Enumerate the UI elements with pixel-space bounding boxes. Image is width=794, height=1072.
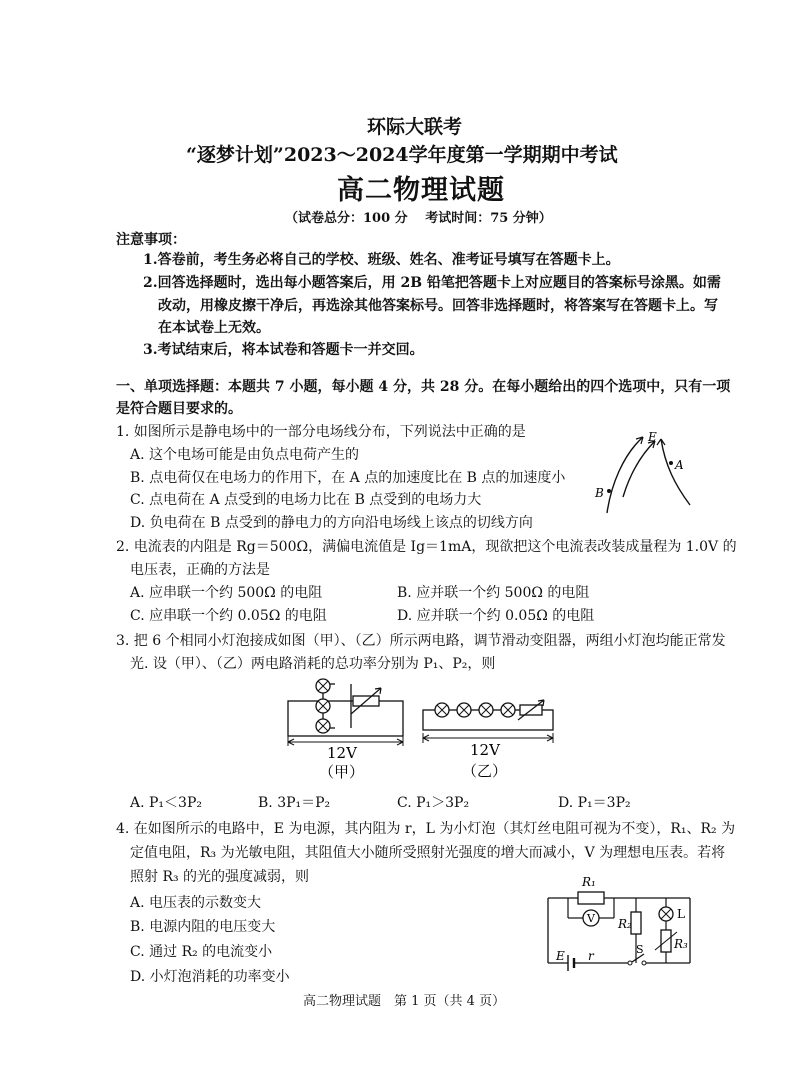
notice-item: 1.答卷前，考生务必将自己的学校、班级、姓名、准考证号填写在答题卡上。 [143, 252, 620, 268]
option-c: C. P₁＞3P₂ [397, 795, 470, 811]
circuit-q4-figure [540, 868, 700, 973]
question-stem-cont: 光. 设（甲）、（乙）两电路消耗的总功率分别为 P₁、P₂，则 [130, 656, 496, 672]
page-title: 高二物理试题 [337, 175, 505, 206]
option-d: D. P₁＝3P₂ [558, 795, 631, 811]
option-b: B. 应并联一个约 500Ω 的电阻 [397, 585, 590, 601]
option-a: A. 应串联一个约 500Ω 的电阻 [130, 585, 323, 601]
option-d: D. 应并联一个约 0.05Ω 的电阻 [397, 608, 595, 624]
r2-label: R₂ [618, 917, 632, 931]
lamp-label: L [677, 907, 685, 921]
r3-label: R₃ [674, 937, 688, 951]
circuit-yi-figure [418, 700, 558, 786]
electric-field-lines-figure [585, 425, 695, 515]
label-b: B [595, 486, 604, 500]
option-c: C. 通过 R₂ 的电流变小 [130, 944, 273, 960]
option-a: A. 这个电场可能是由负点电荷产生的 [130, 447, 360, 463]
label-a: A [675, 458, 684, 472]
notice-item: 2.回答选择题时，选出每小题答案后，用 2B 铅笔把答题卡上对应题目的答案标号涂黑。如需 [143, 275, 721, 291]
option-b: B. 3P₁＝P₂ [258, 795, 331, 811]
section-heading-cont: 是符合题目要求的。 [116, 401, 242, 417]
notice-item: 3.考试结束后，将本试卷和答题卡一并交回。 [143, 342, 424, 358]
option-a: A. P₁＜3P₂ [130, 795, 202, 811]
exam-union-title: 环际大联考 [367, 116, 463, 138]
question-stem-cont: 电压表，正确的方法是 [130, 562, 270, 578]
r1-label: R₁ [582, 875, 596, 889]
option-c: C. 点电荷在 A 点受到的电场力比在 B 点受到的电场力大 [130, 492, 482, 508]
question-stem: 3. 把 6 个相同小灯泡接成如图（甲）、（乙）所示两电路，调节滑动变阻器，两组小灯泡均能正常发 [116, 633, 726, 649]
question-stem-cont: 定值电阻，R₃ 为光敏电阻，其阻值大小随所受照射光强度的增大而减小，V 为理想电压表。若将 [130, 845, 726, 861]
notice-item: 改动，用橡皮擦干净后，再选涂其他答案标号。回答非选择题时，将答案写在答题卡上。写 [158, 298, 718, 314]
label-e: E [648, 430, 657, 444]
exam-title: “逐梦计划”2023～2024学年度第一学期期中考试 [186, 144, 618, 166]
notice-item: 在本试卷上无效。 [158, 320, 270, 336]
option-b: B. 电源内阻的电压变大 [130, 919, 276, 935]
circuit-label-jia: （甲） [319, 763, 365, 781]
emf-label: E [556, 949, 565, 963]
voltage-label-jia: 12V [327, 744, 357, 762]
switch-label: S [636, 943, 644, 956]
option-d: D. 小灯泡消耗的功率变小 [130, 969, 290, 985]
page-footer: 高二物理试题 第 1 页（共 4 页） [303, 994, 506, 1009]
option-a: A. 电压表的示数变大 [130, 895, 262, 911]
circuit-jia-figure [283, 676, 408, 786]
option-b: B. 点电荷仅在电场力的作用下，在 A 点的加速度比在 B 点的加速度小 [130, 470, 566, 486]
question-stem: 2. 电流表的内阻是 Rg＝500Ω，满偏电流值是 Ig＝1mA，现欲把这个电流表改装成量程为 1.0V 的 [116, 539, 737, 555]
option-d: D. 负电荷在 B 点受到的静电力的方向沿电场线上该点的切线方向 [130, 515, 533, 531]
section-heading: 一、单项选择题：本题共 7 小题，每小题 4 分，共 28 分。在每小题给出的四个选项中，只有一项 [116, 379, 731, 395]
internal-resistance-label: r [588, 949, 594, 963]
notice-heading: 注意事项： [116, 232, 186, 248]
question-stem: 1. 如图所示是静电场中的一部分电场线分布，下列说法中正确的是 [116, 424, 526, 440]
question-stem: 4. 在如图所示的电路中，E 为电源，其内阻为 r，L 为小灯泡（其灯丝电阻可视为不变），R₁、R₂ 为 [116, 821, 736, 837]
circuit-label-yi: （乙） [462, 762, 508, 780]
voltage-label-yi: 12V [470, 741, 500, 759]
question-stem-cont: 照射 R₃ 的光的强度减弱，则 [130, 869, 310, 885]
exam-meta: （试卷总分：100 分 考试时间：75 分钟） [285, 211, 552, 226]
option-c: C. 应串联一个约 0.05Ω 的电阻 [130, 608, 327, 624]
voltmeter-label: V [587, 912, 595, 925]
